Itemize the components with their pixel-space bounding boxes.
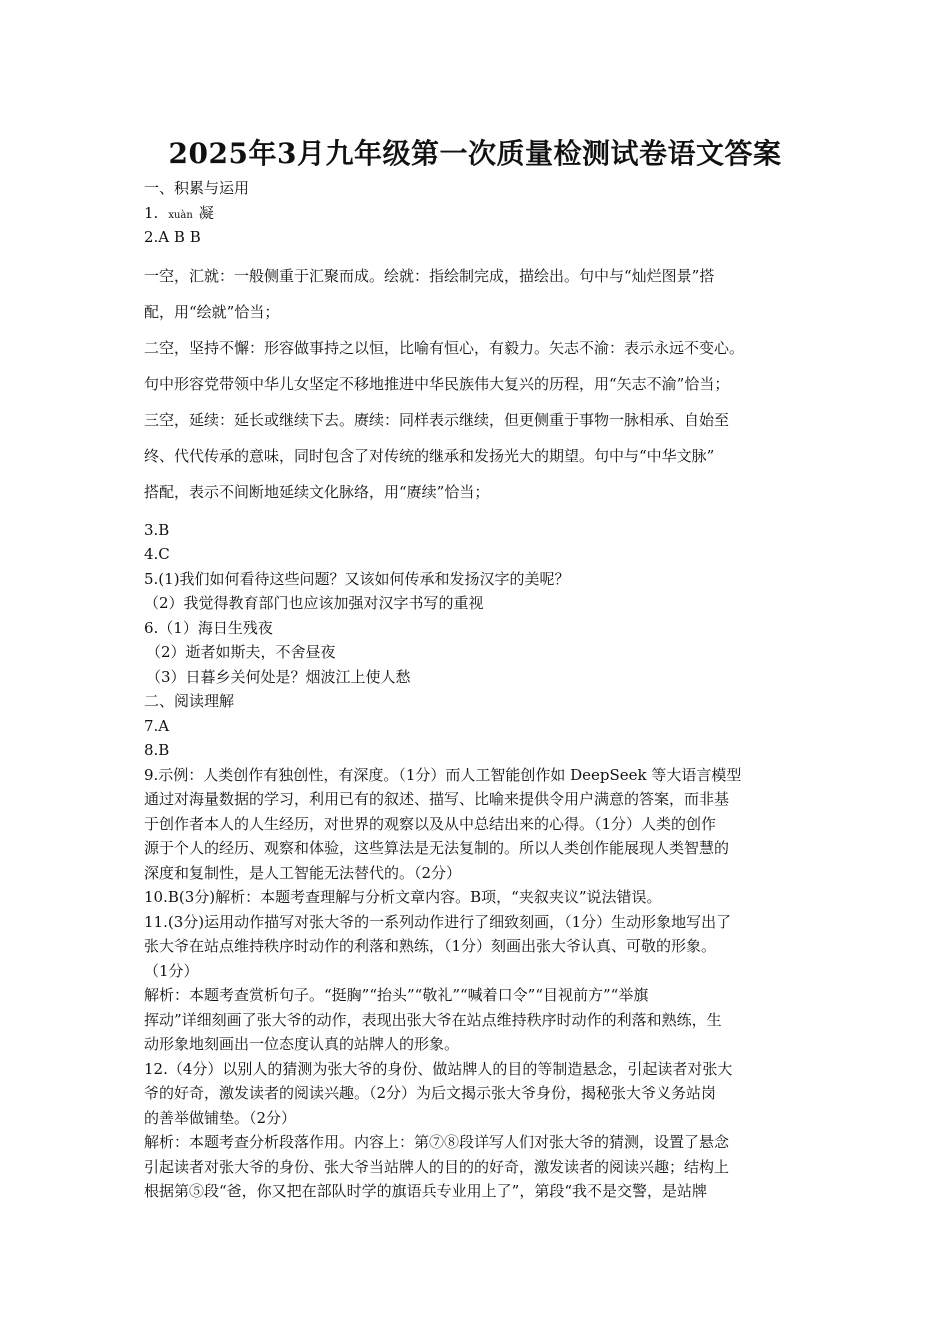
character-answer: 凝 — [198, 203, 214, 222]
answer-line: 引起读者对张大爷的身份、张大爷当站牌人的目的的好奇，激发读者的阅读兴趣；结构上 — [144, 1157, 730, 1176]
answer-line — [144, 201, 808, 226]
answer-line: 于创作者本人的人生经历，对世界的观察以及从中总结出来的心得。（1分）人类的创作 — [144, 814, 717, 833]
answer-line: 动形象地刻画出一位态度认真的站牌人的形象。 — [144, 1035, 460, 1053]
answer-line: 解析：本题考查分析段落作用。内容上：第⑦⑧段详写人们对张大爷的猜测，设置了悬念 — [144, 1133, 730, 1151]
explanation-line: 一空，汇就：一般侧重于汇聚而成。绘就：指绘制完成，描绘出。句中与“灿烂图景”搭 — [144, 266, 715, 285]
answer-line: 张大爷在站点维持秩序时动作的利落和熟练，（1分）刻画出张大爷认真、可敬的形象。 — [144, 937, 717, 955]
answer-line: 2.A B B — [144, 228, 201, 246]
explanation-line: 二空，坚持不懈：形容做事持之以恒，比喻有恒心，有毅力。矢志不渝：表示永远不变心。 — [144, 338, 745, 357]
answer-line: 5.(1)我们如何看待这些问题？又该如何传承和发扬汉字的美呢？ — [144, 569, 570, 588]
answer-line: 爷的好奇，激发读者的阅读兴趣。（2分）为后文揭示张大爷身份，揭秘张大爷义务站岗 — [144, 1084, 717, 1102]
explanation-line: 句中形容党带领中华儿女坚定不移地推进中华民族伟大复兴的历程，用“矢志不渝”恰当； — [144, 374, 730, 393]
answer-line: （3）日暮乡关何处是？烟波江上使人愁 — [146, 667, 411, 686]
answer-line: 根据第⑤段“爸，你又把在部队时学的旗语兵专业用上了”，第段“我不是交警，是站牌 — [144, 1182, 708, 1200]
explanation-line: 终、代代传承的意味，同时包含了对传统的继承和发扬光大的期望。句中与“中华文脉” — [144, 446, 715, 465]
spacer — [144, 510, 808, 518]
answer-line: （2）我觉得教育部门也应该加强对汉字书写的重视 — [144, 594, 484, 612]
question-number: 1. — [144, 203, 159, 222]
page-title: 2025年3月九年级第一次质量检测试卷语文答案 — [168, 137, 782, 170]
answer-line: 11.(3分)运用动作描写对张大爷的一系列动作进行了细致刻画，（1分）生动形象地写出了 — [144, 912, 732, 931]
explanation-line: 搭配，表示不间断地延续文化脉络，用“赓续”恰当； — [144, 482, 490, 501]
answer-line: 挥动”详细刻画了张大爷的动作，表现出张大爷在站点维持秩序时动作的利落和熟练，生 — [144, 1010, 722, 1029]
section-heading: 一、积累与运用 — [144, 179, 250, 197]
answer-line: 7.A — [144, 716, 170, 735]
explanation-line: 三空，延续：延长或继续下去。赓续：同样表示继续，但更侧重于事物一脉相承、自始至 — [144, 410, 730, 429]
answer-line: 8.B — [144, 741, 170, 759]
section-heading: 二、阅读理解 — [144, 692, 235, 710]
explanation-line: 配，用“绘就”恰当； — [144, 302, 280, 321]
answer-line: 10.B(3分)解析：本题考查理解与分析文章内容。B项，“夹叙夹议”说法错误。 — [144, 888, 662, 906]
answer-line: 6.（1）海日生残夜 — [144, 618, 273, 637]
answer-line: 解析：本题考查赏析句子。“挺胸”“抬头”“敬礼”“喊着口令”“目视前方”“举旗 — [144, 986, 649, 1004]
answer-line: 9.示例：人类创作有独创性，有深度。（1分）而人工智能创作如 DeepSeek 等大语言模型 — [144, 765, 742, 784]
answer-line: 深度和复制性，是人工智能无法替代的。（2分） — [144, 863, 462, 882]
answer-line: 通过对海量数据的学习，利用已有的叙述、描写、比喻来提供令用户满意的答案，而非基 — [144, 790, 730, 808]
answer-line: 12.（4分）以别人的猜测为张大爷的身份、做站牌人的目的等制造悬念，引起读者对张大 — [144, 1059, 733, 1078]
spacer — [144, 250, 808, 258]
pinyin-answer: xuàn — [168, 209, 193, 221]
answer-content — [144, 176, 808, 1204]
answer-line: 4.C — [144, 545, 170, 563]
answer-line: 3.B — [144, 520, 170, 539]
answer-line: 源于个人的经历、观察和体验，这些算法是无法复制的。所以人类创作能展现人类智慧的 — [144, 839, 730, 857]
answer-line: （2）逝者如斯夫，不舍昼夜 — [146, 643, 336, 661]
answer-line: （1分） — [144, 961, 199, 980]
answer-line: 的善举做铺垫。（2分） — [144, 1108, 297, 1127]
